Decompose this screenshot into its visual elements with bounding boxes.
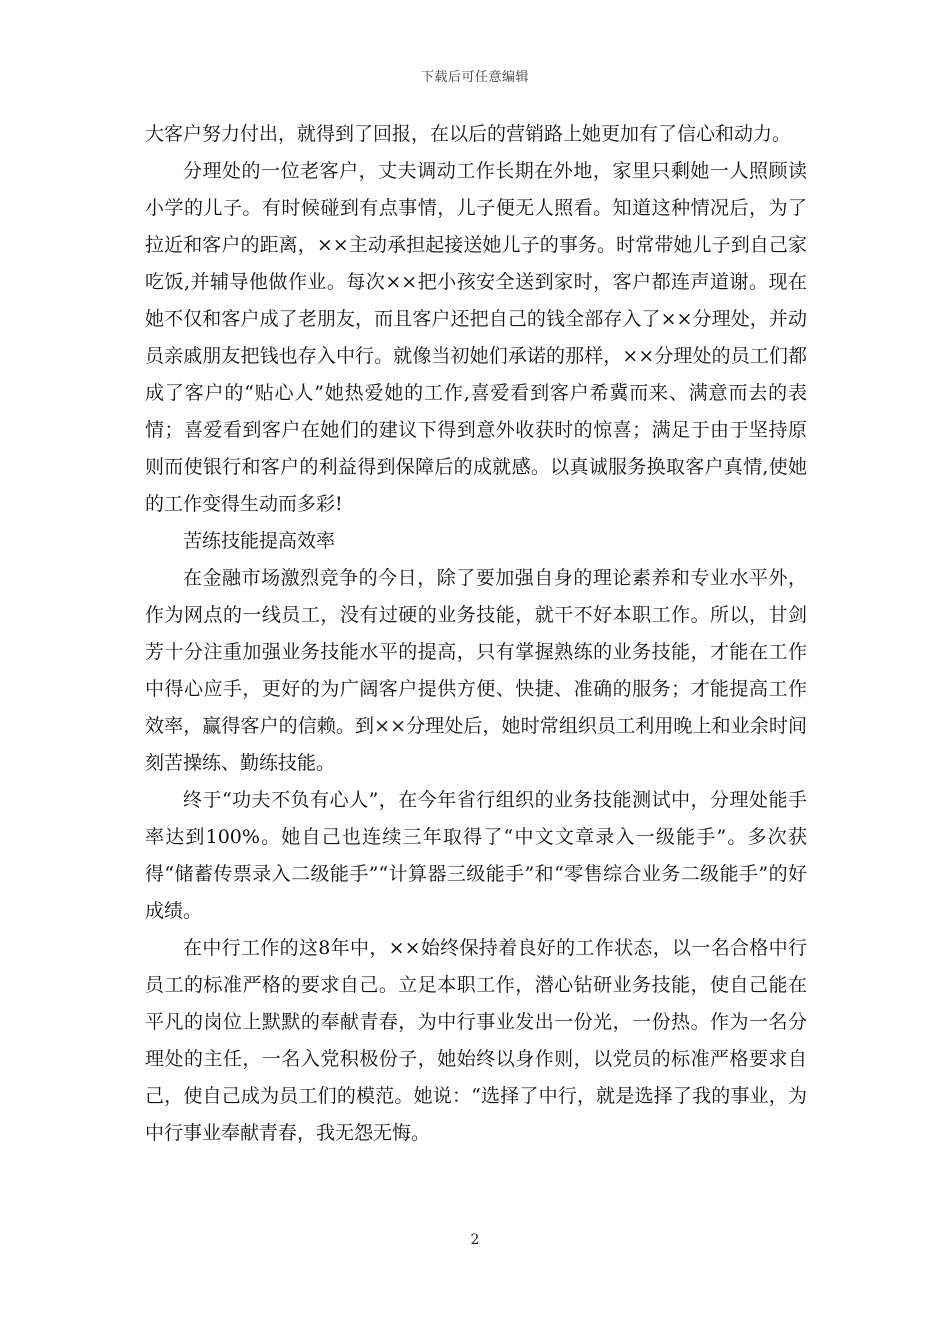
page-header: 下载后可任意编辑: [420, 70, 529, 85]
section-heading: 苦练技能提高效率: [183, 530, 336, 552]
paragraph-old-customer: 分理处的一位老客户，丈夫调动工作长期在外地，家里只剩她一人照顾读小学的儿子。有时候碰到有点事情，儿子便无人照看。知道这种情况后，为了拉近和客户的距离，××主动承担起接送她儿子的事务。时常带她儿子到自己家吃饭,并辅导他做作业。每次××把小孩安全送到家时，客户都连声道谢。现在她不仅和客户成了老朋友，而且客户还把自己的钱全部存入了××分理处，并动员亲戚朋友把钱也存入中行。就像当初她们承诺的那样，××分理处的员工们都成了客户的“贴心人”她热爱她的工作,喜爱看到客户希冀而来、满意而去的表情；喜爱看到客户在她们的建议下得到意外收获时的惊喜；满足于由于坚持原则而使银行和客户的利益得到保障后的成就感。以真诚服务换取客户真情,使她的工作变得生动而多彩!: [145, 160, 807, 515]
document-body: [145, 116, 807, 1152]
paragraph-eight-years: 在中行工作的这8年中，××始终保持着良好的工作状态，以一名合格中行员工的标准严格的要求自己。立足本职工作，潜心钻研业务技能，使自己能在平凡的岗位上默默的奉献青春，为中行事业发出一份光，一份热。作为一名分理处的主任，一名入党积极份子，她始终以身作则，以党员的标准严格要求自己，使自己成为员工们的模范。她说：“选择了中行，就是选择了我的事业，为中行事业奉献青春，我无怨无悔。: [145, 937, 807, 1144]
paragraph-skills: 在金融市场激烈竞争的今日，除了要加强自身的理论素养和专业水平外，作为网点的一线员工，没有过硬的业务技能，就干不好本职工作。所以，甘剑芳十分注重加强业务技能水平的提高，只有掌握熟练的业务技能，才能在工作中得心应手，更好的为广阔客户提供方便、快捷、准确的服务；才能提高工作效率，赢得客户的信赖。到××分理处后，她时常组织员工利用晚上和业余时间刻苦操练、勤练技能。: [145, 567, 807, 774]
paragraph-achievements: 终于“功夫不负有心人”，在今年省行组织的业务技能测试中，分理处能手率达到100%。她自己也连续三年取得了“中文文章录入一级能手”。多次获得“储蓄传票录入二级能手”“计算器三级能手”和“零售综合业务二级能手”的好成绩。: [145, 789, 807, 922]
page-number: 2: [470, 1232, 480, 1248]
paragraph-continuation: 大客户努力付出，就得到了回报，在以后的营销路上她更加有了信心和动力。: [145, 123, 792, 145]
